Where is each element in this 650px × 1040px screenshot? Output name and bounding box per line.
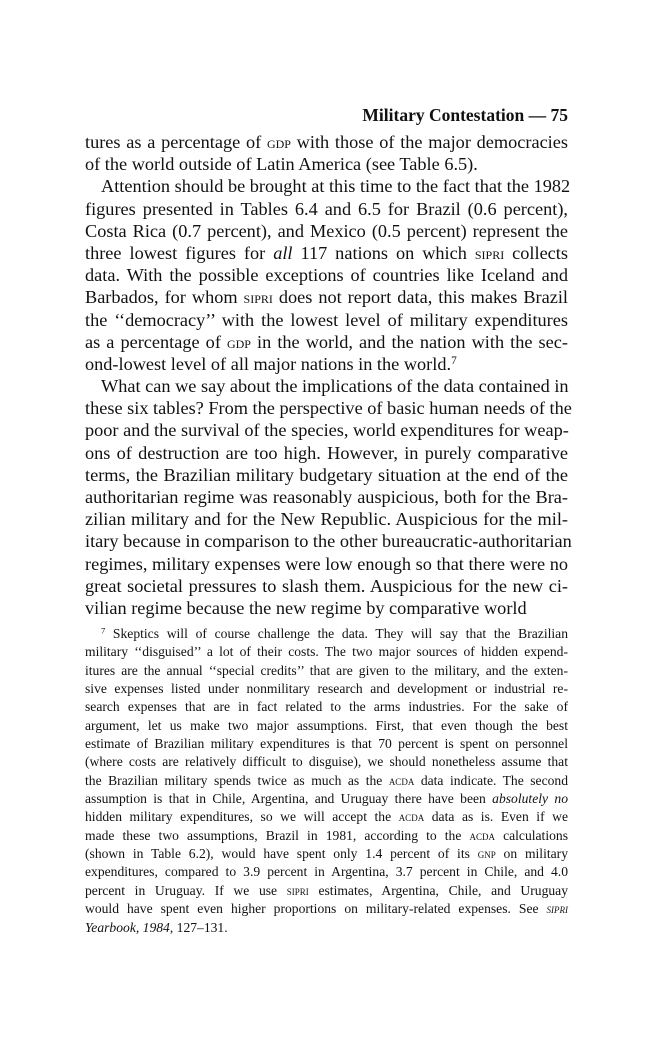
footnote-segment: assumption is that in Chile, Argentina, and Uruguay there have been (85, 791, 493, 807)
footnote-segment: , 127–131. (169, 919, 228, 935)
footnote-block (85, 625, 568, 937)
body-segment: ond-lowest level of all major nations in the world. (85, 353, 452, 374)
body-line (85, 353, 568, 375)
body-line (85, 286, 568, 308)
footnote-segment: acda (388, 773, 415, 788)
running-head-title: Military Contestation (362, 105, 525, 125)
body-segment: sipri (474, 243, 505, 263)
footnote-segment: hidden military expenditures, so we will accept the (85, 809, 399, 825)
body-segment: Barbados, for whom (85, 287, 244, 308)
body-line (85, 242, 568, 264)
body-segment: gdp (266, 133, 291, 152)
running-head-dash: — (528, 105, 547, 125)
body-segment: as a percentage of (85, 331, 227, 352)
footnote-line (85, 900, 568, 918)
body-line (85, 597, 568, 619)
footnote-segment: (shown in Table 6.2), would have spent only 1.4 percent of its (85, 846, 478, 862)
footnote-segment: the Brazilian military spends twice as much as the (85, 772, 389, 788)
footnote-line (85, 863, 568, 881)
body-segment: does not report data, this makes Brazil (272, 287, 568, 308)
running-head (0, 104, 568, 126)
body-segment: tures as a percentage of (85, 132, 267, 152)
footnote-line (85, 735, 568, 753)
footnote-segment: itures are the annual ‘‘special credits’’ that are given to the military, and the exten- (85, 662, 568, 678)
body-line (85, 464, 568, 486)
body-line (85, 264, 568, 286)
body-segment: figures presented in Tables 6.4 and 6.5 for Brazil (0.6 percent), (85, 198, 568, 219)
footnote-segment: Skeptics will of course challenge the data. They will say that the Brazilian (105, 626, 568, 641)
body-segment: Attention should be brought at this time to the fact that the 1982 (101, 176, 571, 197)
footnote-line (85, 827, 568, 845)
footnote-segment: estimate of Brazilian military expenditures is that 70 percent is spent on personnel (85, 736, 568, 752)
body-segment: all (273, 242, 293, 263)
body-segment: collects (504, 242, 568, 263)
body-line (85, 442, 568, 464)
footnote-segment: military ‘‘disguised’’ a lot of their costs. The two major sources of hidden expend- (85, 644, 568, 660)
footnote-marker: 7 (101, 625, 106, 636)
body-segment: three lowest figures for (85, 242, 274, 263)
body-segment: terms, the Brazilian military budgetary situation at the end of the (85, 464, 568, 485)
footnote-segment: sive expenses listed under nonmilitary research and development or industrial re- (85, 681, 568, 697)
footnote-segment: (where costs are relatively difficult to disguise), we should nonetheless assume that (85, 754, 568, 770)
footnote-segment: estimates, Argentina, Chile, and Uruguay (308, 882, 568, 898)
body-segment: gdp (226, 332, 251, 352)
footnote-segment: sipri (286, 883, 309, 898)
body-segment: What can we say about the implications of the data contained in (101, 376, 569, 397)
body-segment: poor and the survival of the species, world expenditures for weap- (85, 420, 569, 441)
footnote-segment: sipri (546, 902, 568, 917)
footnote-line (85, 919, 568, 937)
footnote-segment: gnp (477, 847, 496, 862)
footnote-segment: search expenses that are in fact related to the arms industries. For the sake of (85, 699, 568, 715)
footnote-line (85, 790, 568, 808)
footnote-line (85, 717, 568, 735)
footnote-line (85, 680, 568, 698)
body-segment: data. With the possible exceptions of countries like Iceland and (85, 265, 568, 286)
body-line (85, 397, 572, 419)
footnote-segment: would have spent even higher proportions on military-related expenses. See (85, 901, 547, 917)
body-line (85, 575, 568, 597)
body-segment: itary because in comparison to the other bureaucratic-authoritarian (85, 531, 572, 552)
footnote-segment: calculations (494, 827, 568, 843)
page-number: 75 (550, 105, 568, 125)
body-line (85, 530, 572, 552)
body-segment: 117 nations on which (292, 242, 475, 263)
body-segment: Costa Rica (0.7 percent), and Mexico (0.5 percent) represent the (85, 220, 568, 241)
body-line (85, 419, 568, 441)
body-segment: vilian regime because the new regime by comparative world (85, 597, 527, 618)
footnote-line (85, 643, 568, 661)
body-line (85, 309, 568, 331)
body-segment: regimes, military expenses were low enough so that there were no (85, 553, 568, 574)
body-line (85, 131, 568, 153)
footnote-line (85, 772, 568, 790)
body-segment: in the world, and the nation with the sec- (250, 331, 568, 352)
footnote-segment: data as is. Even if we (424, 809, 569, 825)
body-segment: zilian military and for the New Republic. Auspicious for the mil- (85, 509, 568, 530)
body-segment: authoritarian regime was reasonably auspicious, both for the Bra- (85, 487, 568, 507)
body-segment: these six tables? From the perspective of basic human needs of the (85, 398, 572, 419)
footnote-marker: 7 (451, 354, 457, 367)
footnote-line (85, 625, 568, 643)
body-line (85, 486, 568, 508)
footnote-segment: argument, let us make two major assumptions. First, that even though the best (85, 717, 568, 733)
body-segment: great societal pressures to slash them. Auspicious for the new ci- (85, 575, 568, 596)
footnote-segment: acda (469, 828, 495, 843)
body-line (85, 553, 568, 575)
body-line (85, 375, 568, 397)
footnote-segment: acda (398, 810, 425, 825)
body-line (85, 220, 568, 242)
footnote-segment: made these two assumptions, Brazil in 1981, according to the (85, 827, 470, 843)
footnote-segment: percent in Uruguay. If we use (85, 882, 287, 898)
footnote-line (85, 662, 568, 680)
body-line (85, 198, 568, 220)
body-line (85, 175, 571, 197)
body-line (85, 153, 568, 175)
footnote-line (85, 753, 568, 771)
footnote-segment: data indicate. The second (414, 772, 569, 788)
body-segment: with those of the major democracies (290, 132, 568, 152)
body-line (85, 331, 568, 353)
body-line (85, 508, 568, 530)
footnote-line (85, 698, 568, 716)
body-segment: sipri (243, 288, 273, 308)
body-text (85, 131, 572, 619)
footnote-line (85, 808, 568, 826)
footnote-segment: on military (495, 846, 568, 862)
footnote-line (85, 845, 568, 863)
body-segment: ons of destruction are too high. However, in purely comparative (85, 442, 568, 463)
body-segment: the ‘‘democracy’’ with the lowest level of military expenditures (85, 309, 568, 330)
body-segment: of the world outside of Latin America (see Table 6.5). (85, 154, 478, 175)
footnote-segment: expenditures, compared to 3.9 percent in Argentina, 3.7 percent in Chile, and 4.0 (85, 864, 568, 880)
footnote-line (85, 882, 568, 900)
footnote-segment: absolutely no (492, 791, 568, 807)
footnote-segment: Yearbook, 1984 (85, 919, 170, 935)
